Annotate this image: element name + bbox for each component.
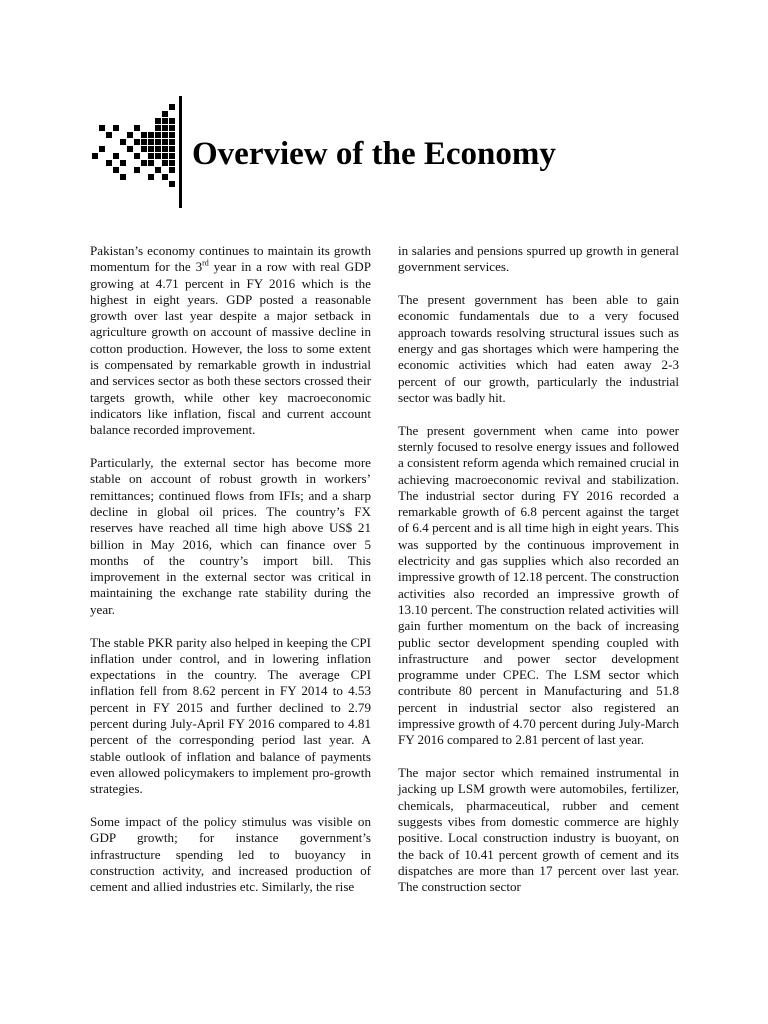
logo-square bbox=[162, 146, 168, 152]
chapter-header bbox=[92, 96, 712, 208]
logo-square bbox=[141, 132, 147, 138]
logo-square bbox=[148, 174, 154, 180]
paragraph-lsm-growth: The major sector which remained instrumental in jacking up LSM growth were automobiles, fertilizer, chemicals, pharmaceutical, rubber and cement suggests vibes from domestic commerce are highly positive. Local construction industry is buoyant, on the back of 10.41 percent growth of cement and its dispatches are more than 17 percent over last year. The construction sector bbox=[398, 765, 679, 895]
logo-square bbox=[162, 118, 168, 124]
logo-square bbox=[120, 139, 126, 145]
logo-square bbox=[169, 167, 175, 173]
logo-square bbox=[169, 146, 175, 152]
logo-square bbox=[120, 160, 126, 166]
logo-square bbox=[169, 118, 175, 124]
logo-square bbox=[148, 139, 154, 145]
left-column bbox=[90, 243, 371, 895]
logo-square bbox=[155, 132, 161, 138]
logo-square bbox=[169, 181, 175, 187]
logo-square bbox=[155, 167, 161, 173]
logo-square bbox=[162, 153, 168, 159]
logo-square bbox=[148, 153, 154, 159]
logo-square bbox=[113, 167, 119, 173]
logo-square bbox=[169, 104, 175, 110]
logo-square bbox=[141, 139, 147, 145]
logo-square bbox=[169, 160, 175, 166]
paragraph-government-services: in salaries and pensions spurred up growth in general government services. bbox=[398, 243, 679, 275]
logo-square bbox=[162, 174, 168, 180]
logo-square bbox=[127, 146, 133, 152]
logo-square bbox=[155, 139, 161, 145]
logo-square bbox=[155, 153, 161, 159]
paragraph-structural-issues: The present government has been able to gain economic fundamentals due to a very focused approach towards resolving structural issues such as energy and gas shortages which were hampering the economic activities which had eaten away 2-3 percent of our growth, particularly the industrial sector was badly hit. bbox=[398, 292, 679, 405]
paragraph-cpi-inflation: The stable PKR parity also helped in keeping the CPI inflation under control, and in lowering inflation expectations in the country. The average CPI inflation fell from 8.62 percent in FY 2014 to 4.53 percent in FY 2015 and further declined to 2.79 percent during July-April FY 2016 compared to 4.81 percent of the corresponding period last year. A stable outlook of inflation and balance of payments even allowed policymakers to implement pro-growth strategies. bbox=[90, 634, 371, 797]
logo-square bbox=[169, 132, 175, 138]
logo-square bbox=[106, 160, 112, 166]
logo-square bbox=[134, 153, 140, 159]
logo-square bbox=[141, 146, 147, 152]
logo-square bbox=[162, 111, 168, 117]
logo-square bbox=[155, 125, 161, 131]
logo-square bbox=[169, 125, 175, 131]
logo-square bbox=[162, 160, 168, 166]
right-column bbox=[398, 243, 679, 895]
paragraph-industrial-sector: The present government when came into power sternly focused to resolve energy issues and followed a consistent reform agenda which remained crucial in achieving macroeconomic revival and stabilization. The industrial sector during FY 2016 recorded a remarkable growth of 6.8 percent against the target of 6.4 percent and is all time high in eight years. This was supported by the continuous improvement in electricity and gas supplies which also recorded an impressive growth of 12.18 percent. The construction activities also recorded an impressive growth of 13.10 percent. The construction related activities will gain further momentum on the back of increasing public sector development spending coupled with infrastructure and power sector development programme under CPEC. The LSM sector which contribute 80 percent in Manufacturing and 51.8 percent in industrial sector also registered an impressive growth of 4.70 percent during July-March FY 2016 compared to 2.81 percent of last year. bbox=[398, 422, 679, 748]
paragraph-external-sector: Particularly, the external sector has become more stable on account of robust growth in workers’ remittances; continued flows from IFIs; and a sharp decline in global oil prices. The country’s FX reserves have reached all time high above US$ 21 billion in May 2016, which can finance over 5 months of the country’s import bill. This improvement in the external sector was critical in maintaining the exchange rate stability during the year. bbox=[90, 455, 371, 617]
logo-square bbox=[169, 153, 175, 159]
paragraph-growth-momentum: Pakistan’s economy continues to maintain its growth momentum for the 3rd year in a row with real GDP growing at 4.71 percent in FY 2016 which is the highest in eight years. GDP posted a reasonable growth over last year despite a major setback in agriculture growth on account of massive decline in cotton production. However, the loss to some extent is compensated by remarkable growth in industrial and services sector as both these sectors crossed their targets growth, while other key macroeconomic indicators like inflation, fiscal and current account balance recorded improvement. bbox=[90, 243, 371, 438]
logo-square bbox=[155, 118, 161, 124]
logo-square bbox=[92, 153, 98, 159]
paragraph-policy-stimulus: Some impact of the policy stimulus was visible on GDP growth; for instance government’s infrastructure spending led to buoyancy in construction activity, and increased production of cement and allied industries etc. Similarly, the rise bbox=[90, 814, 371, 895]
logo-square bbox=[106, 132, 112, 138]
logo-square bbox=[141, 160, 147, 166]
logo-square bbox=[134, 125, 140, 131]
logo-square bbox=[148, 146, 154, 152]
logo-square bbox=[113, 125, 119, 131]
logo-square bbox=[148, 132, 154, 138]
logo-square bbox=[127, 132, 133, 138]
logo-square bbox=[148, 160, 154, 166]
pixel-mosaic-logo-icon bbox=[92, 96, 186, 208]
logo-square bbox=[99, 125, 105, 131]
logo-square bbox=[99, 146, 105, 152]
logo-square bbox=[155, 146, 161, 152]
logo-square bbox=[162, 132, 168, 138]
logo-square bbox=[162, 125, 168, 131]
page-title: Overview of the Economy bbox=[192, 136, 556, 172]
logo-square bbox=[169, 139, 175, 145]
logo-square bbox=[120, 174, 126, 180]
logo-square bbox=[134, 139, 140, 145]
logo-square bbox=[113, 153, 119, 159]
logo-square bbox=[134, 167, 140, 173]
logo-square bbox=[162, 139, 168, 145]
